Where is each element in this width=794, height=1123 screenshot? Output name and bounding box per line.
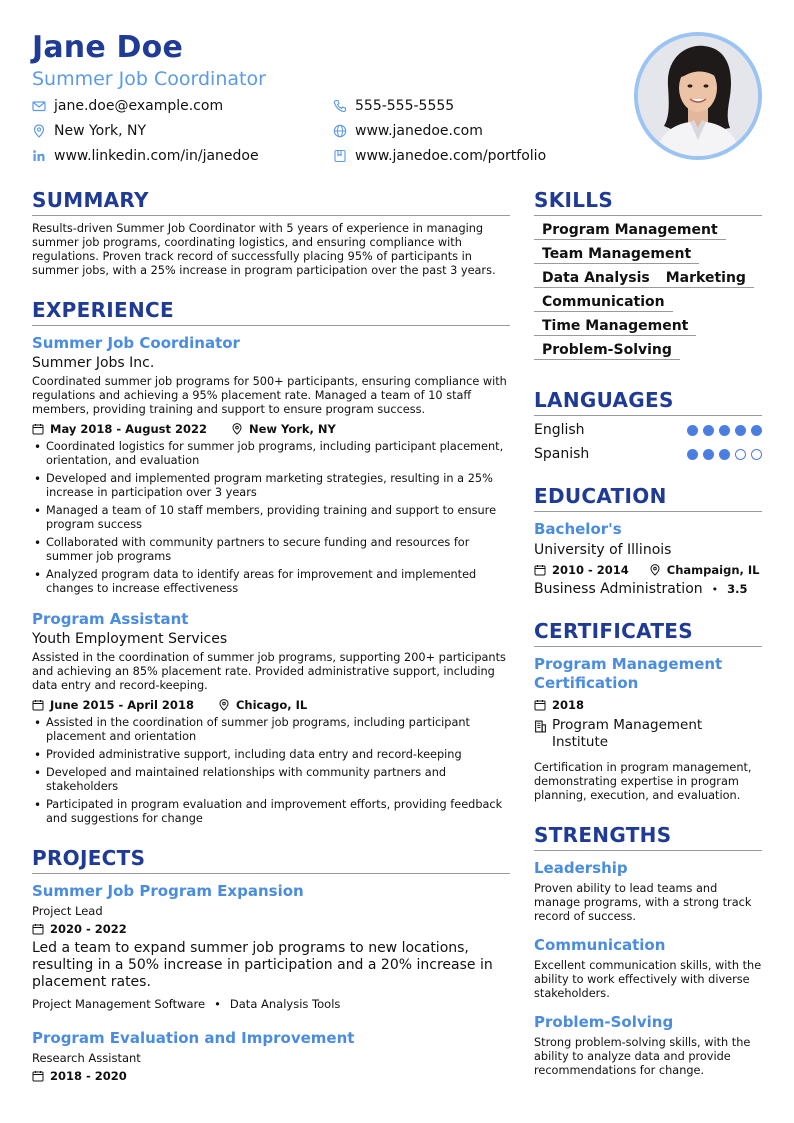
language-row [534,446,762,462]
experience-heading: EXPERIENCE [32,298,510,326]
level-dot-empty [751,449,762,460]
project-entry [32,1029,510,1083]
strength-name: Communication [534,936,666,954]
left-column [32,188,510,1083]
contact-portfolio[interactable] [333,148,546,164]
calendar-icon [534,564,546,576]
job-bullet: • Coordinated logistics for summer job programs, including participant placement, orientation, and evaluation [32,440,510,468]
job-location: New York, NY [249,422,336,436]
education-field: Business Administration [534,581,703,597]
contact-location [32,123,146,139]
certificate-meta [534,698,762,712]
level-dot-empty [735,449,746,460]
level-dot-filled [719,425,730,436]
strength-name: Problem-Solving [534,1013,674,1031]
education-field-row: Business Administration • 3.5 [534,581,748,597]
job-bullet: • Managed a team of 10 staff members, providing training and support to ensure program success [32,504,510,532]
skill-tag: Problem-Solving [534,342,680,360]
job-entry [32,334,510,596]
job-bullet: • Participated in program evaluation and improvement efforts, providing feedback and suggestions for change [32,798,510,826]
project-dates: 2020 - 2022 [50,922,127,936]
level-dot-filled [703,449,714,460]
project-entry [32,882,510,1011]
location-pin-icon [32,124,46,138]
skill-tag: Marketing [658,270,754,288]
email-text: jane.doe@example.com [54,98,224,114]
strength-description: Strong problem-solving skills, with the ability to analyze data and provide recommendations for change. [534,1036,751,1077]
project-meta [32,922,510,936]
level-dot-filled [735,425,746,436]
certificate-issuer: Program Management Institute [552,717,703,750]
job-entry [32,610,510,826]
contact-linkedin[interactable] [32,148,259,164]
certificate-year: 2018 [552,698,585,712]
job-company: Youth Employment Services [32,631,228,647]
job-bullet: • Assisted in the coordination of summer job programs, including participant placement and orientation [32,716,510,744]
level-dot-filled [687,449,698,460]
calendar-icon [32,699,44,711]
linkedin-icon [32,149,46,163]
strength-description: Proven ability to lead teams and manage programs, with a strong track record of success. [534,882,752,923]
location-pin-icon [231,423,243,435]
education-heading: EDUCATION [534,484,762,512]
strength-name: Leadership [534,859,628,877]
summary-text: Results-driven Summer Job Coordinator with 5 years of experience in managing summer job programs, coordinating logistics, and ensuring compliance with regulations. Proven track record of successfully placing 95% of participants in summer jobs, with a 25% increase in program participation over the past 3 years. [32,222,496,277]
project-title: Program Evaluation and Improvement [32,1029,355,1047]
calendar-icon [534,699,546,711]
project-description: Led a team to expand summer job programs to new locations, resulting in a 50% increase in participation and a 20% increase in placement rates. [32,940,493,990]
language-level [682,425,762,436]
job-dates: June 2015 - April 2018 [50,698,194,712]
calendar-icon [32,923,44,935]
job-bullet: • Developed and implemented program marketing strategies, resulting in a 25% increase in participation over 3 years [32,472,510,500]
project-title: Summer Job Program Expansion [32,882,304,900]
job-dates: May 2018 - August 2022 [50,422,207,436]
language-row [534,422,762,438]
strength-entry [534,1013,762,1078]
job-bullets [32,440,510,596]
job-bullet: • Analyzed program data to identify areas for improvement and implemented changes to increase effectiveness [32,568,510,596]
building-icon [534,720,547,733]
certificate-issuer-row [534,717,762,751]
language-name: Spanish [534,446,590,462]
language-name: English [534,422,585,438]
job-meta [32,698,510,712]
education-gpa: 3.5 [727,582,748,596]
strength-entry [534,936,762,1001]
education-location: Champaign, IL [666,563,760,577]
contact-phone[interactable] [333,98,454,114]
level-dot-filled [687,425,698,436]
location-pin-icon [218,699,230,711]
profile-photo [634,32,762,160]
linkedin-text: www.linkedin.com/in/janedoe [54,148,259,164]
skill-tag: Data Analysis [534,270,658,288]
level-dot-filled [719,449,730,460]
project-role: Project Lead [32,904,103,918]
skill-tag: Team Management [534,246,699,264]
strength-description: Excellent communication skills, with the ability to work effectively with diverse stakeholders. [534,959,762,1000]
bookmark-icon [333,149,347,163]
candidate-name: Jane Doe [32,30,184,65]
job-title: Summer Job Coordinator [32,334,240,352]
calendar-icon [32,423,44,435]
certificates-heading: CERTIFICATES [534,619,762,647]
project-tool: Data Analysis Tools [229,997,341,1011]
candidate-role: Summer Job Coordinator [32,68,266,90]
education-dates: 2010 - 2014 [552,563,629,577]
project-meta [32,1069,510,1083]
education-meta [534,563,762,577]
skill-tag: Time Management [534,318,696,336]
job-bullet: • Developed and maintained relationships with community partners and stakeholders [32,766,510,794]
job-title: Program Assistant [32,610,189,628]
job-description: Assisted in the coordination of summer job programs, supporting 200+ participants and achieving an 85% placement rate. Provided administrative support, including data entry and record-keeping. [32,651,506,692]
envelope-icon [32,99,46,113]
education-degree: Bachelor's [534,520,622,538]
right-column [534,188,762,1078]
project-role: Research Assistant [32,1051,141,1065]
contact-website[interactable] [333,123,483,139]
phone-icon [333,99,347,113]
job-bullet: • Provided administrative support, including data entry and record-keeping [32,748,510,762]
project-tools: Project Management Software • Data Analysis Tools [32,997,341,1011]
level-dot-filled [703,425,714,436]
projects-heading: PROJECTS [32,846,510,874]
portfolio-text: www.janedoe.com/portfolio [355,148,547,164]
languages-heading: LANGUAGES [534,388,762,416]
portrait-image [638,36,758,156]
language-level [682,449,762,460]
skill-tag: Program Management [534,222,726,240]
skills-list [534,222,762,366]
strength-entry [534,859,762,924]
job-description: Coordinated summer job programs for 500+ participants, ensuring compliance with regulations and achieving a 95% placement rate. Managed a team of 10 staff members, providing training and support to ensure program success. [32,375,507,416]
skills-heading: SKILLS [534,188,762,216]
location-text: New York, NY [54,123,147,139]
job-meta [32,422,510,436]
job-company: Summer Jobs Inc. [32,355,155,371]
certificate-description: Certification in program management, demonstrating expertise in program planning, execution, and evaluation. [534,761,752,802]
strengths-heading: STRENGTHS [534,823,762,851]
job-location: Chicago, IL [235,698,308,712]
skill-tag: Communication [534,294,673,312]
project-dates: 2018 - 2020 [50,1069,127,1083]
job-bullets [32,716,510,826]
job-bullet: • Collaborated with community partners to secure funding and resources for summer job programs [32,536,510,564]
location-pin-icon [649,564,661,576]
certificate-name: Program Management Certification [534,655,723,692]
phone-text: 555-555-5555 [355,98,455,114]
globe-icon [333,124,347,138]
website-text: www.janedoe.com [355,123,483,139]
level-dot-filled [751,425,762,436]
contact-email[interactable] [32,98,223,114]
project-tool: Project Management Software [32,997,206,1011]
education-school: University of Illinois [534,542,672,558]
summary-heading: SUMMARY [32,188,510,216]
calendar-icon [32,1070,44,1082]
